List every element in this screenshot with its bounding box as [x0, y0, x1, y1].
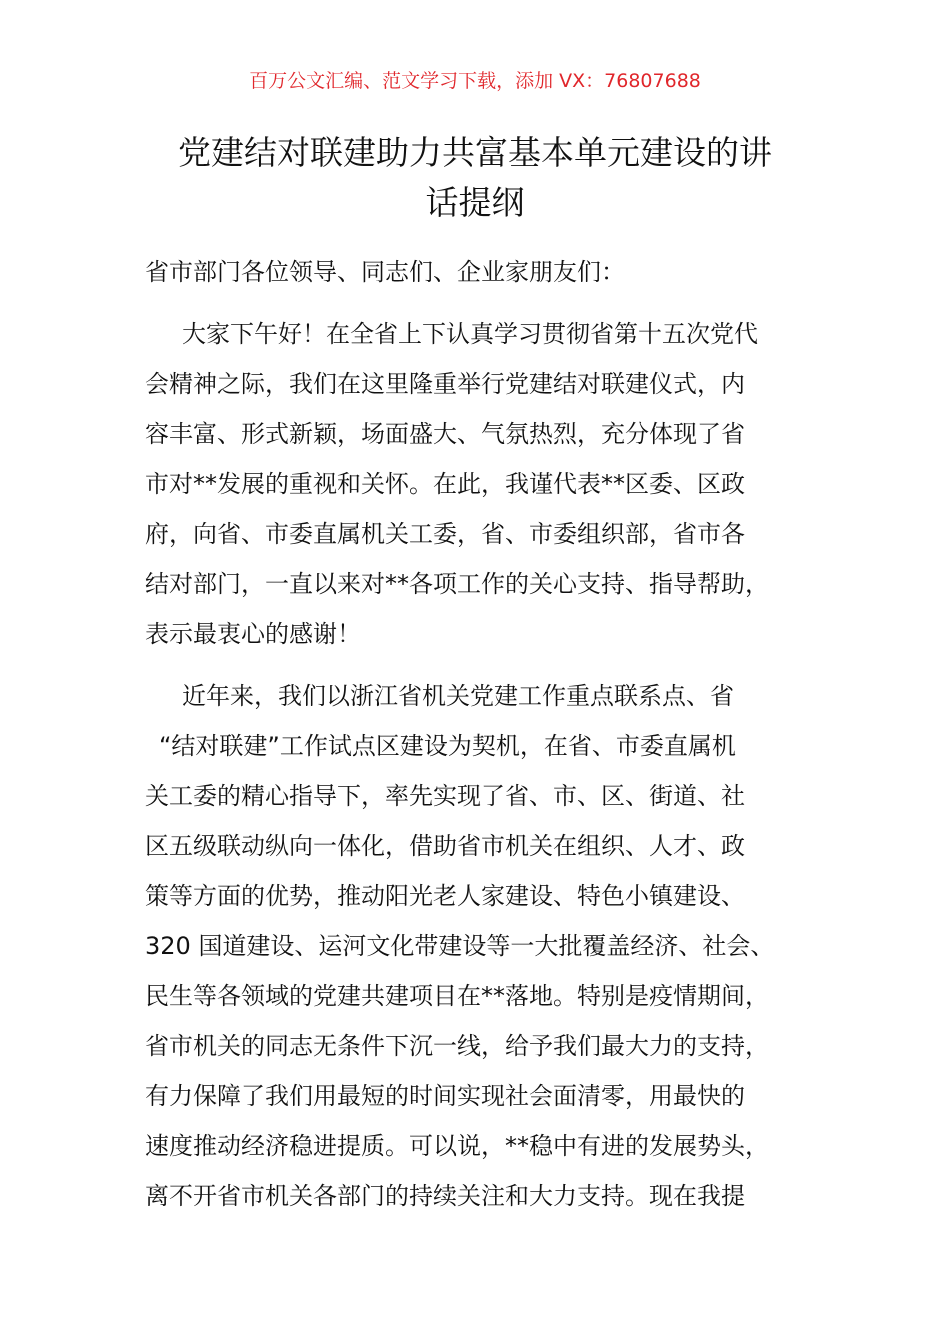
paragraph-line: 民生等各领域的党建共建项目在**落地。特别是疫情期间， [145, 982, 769, 1010]
paragraph-line: 速度推动经济稳进提质。可以说，**稳中有进的发展势头， [145, 1132, 769, 1160]
title-line: 话提纲 [425, 183, 525, 222]
document-body [145, 247, 815, 1233]
paragraph-line: 容丰富、形式新颖，场面盛大、气氛热烈，充分体现了省 [145, 420, 745, 448]
paragraph-line: 府，向省、市委直属机关工委，省、市委组织部，省市各 [145, 520, 745, 548]
paragraph-line: 离不开省市机关各部门的持续关注和大力支持。现在我提 [145, 1182, 745, 1210]
paragraph-line: 表示最衷心的感谢！ [145, 620, 361, 648]
paragraph-line: 关工委的精心指导下，率先实现了省、市、区、街道、社 [145, 782, 745, 810]
paragraph-line: 近年来，我们以浙江省机关党建工作重点联系点、省 [182, 682, 734, 710]
paragraph-line: “结对联建”工作试点区建设为契机，在省、市委直属机 [159, 732, 736, 760]
paragraph-line: 策等方面的优势，推动阳光老人家建设、特色小镇建设、 [145, 882, 745, 910]
title-line: 党建结对联建助力共富基本单元建设的讲 [178, 133, 772, 172]
paragraph-line: 有力保障了我们用最短的时间实现社会面清零，用最快的 [145, 1082, 745, 1110]
paragraph-line: 区五级联动纵向一体化，借助省市机关在组织、人才、政 [145, 832, 745, 860]
paragraph-line: 结对部门，一直以来对**各项工作的关心支持、指导帮助， [145, 570, 769, 598]
greeting: 省市部门各位领导、同志们、企业家朋友们： [145, 258, 625, 286]
watermark-header: 百万公文汇编、范文学习下载，添加 VX：76807688 [249, 70, 701, 92]
paragraph-line: 市对**发展的重视和关怀。在此，我谨代表**区委、区政 [145, 470, 745, 498]
paragraph-line: 省市机关的同志无条件下沉一线，给予我们最大力的支持， [145, 1032, 769, 1060]
paragraph-line: 大家下午好！在全省上下认真学习贯彻省第十五次党代 [182, 320, 758, 348]
document-title [100, 128, 850, 228]
paragraph-line: 320 国道建设、运河文化带建设等一大批覆盖经济、社会、 [145, 932, 775, 960]
paragraph-line: 会精神之际，我们在这里隆重举行党建结对联建仪式，内 [145, 370, 745, 398]
paragraph-1 [145, 309, 815, 659]
paragraph-2 [145, 671, 815, 1221]
